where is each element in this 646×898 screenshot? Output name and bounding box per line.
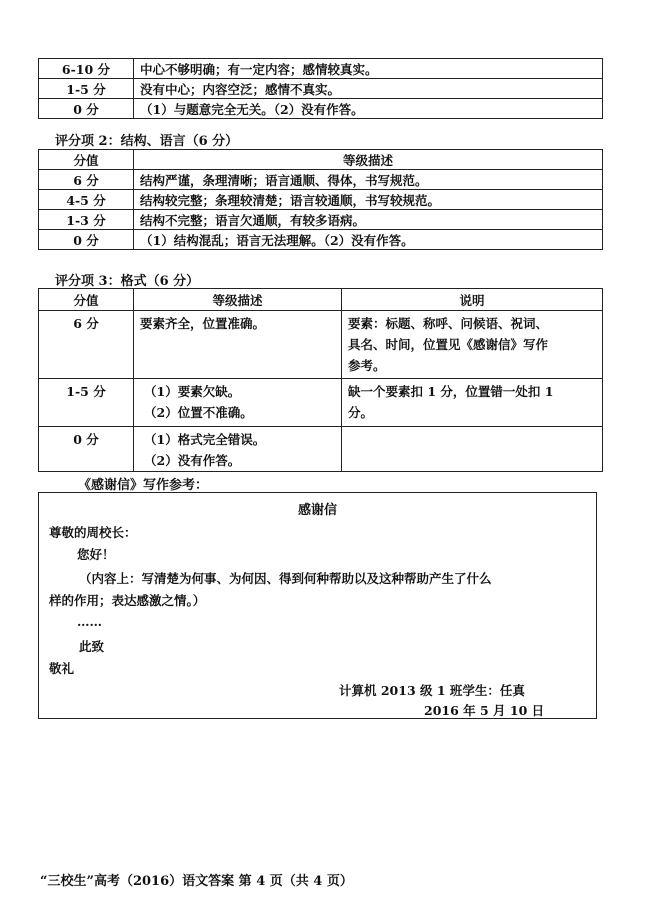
desc-line: （2）位置不准确。 (144, 405, 253, 420)
letter-greeting: 您好！ (77, 547, 115, 562)
header-desc: 等级描述 (134, 289, 342, 311)
letter-body-line2: 样的作用；表达感激之情。） (49, 593, 206, 608)
table-row (39, 427, 603, 472)
note-cell (342, 379, 603, 427)
item3-label: 评分项 3：格式（6 分） (55, 274, 200, 289)
note-line: 参考。 (348, 358, 386, 373)
letter-body-line1: （内容上：写清楚为何事、为何因、得到何种帮助以及这种帮助产生了什么 (79, 571, 492, 586)
desc-cell (134, 379, 342, 427)
table-row (39, 311, 603, 379)
table-row (39, 230, 603, 250)
header-score: 分值 (39, 289, 134, 311)
desc-cell (134, 311, 342, 379)
score-cell: 1-3 分 (39, 210, 134, 230)
score-cell: 6-10 分 (39, 59, 134, 79)
desc-cell: （1）与题意完全无关。（2）没有作答。 (134, 99, 603, 119)
desc-cell: 结构严谨，条理清晰；语言通顺、得体，书写规范。 (134, 170, 603, 190)
header-score: 分值 (39, 150, 134, 170)
table-item3 (38, 288, 603, 472)
item2-label: 评分项 2：结构、语言（6 分） (55, 134, 239, 149)
desc-cell: 结构不完整；语言欠通顺，有较多语病。 (134, 210, 603, 230)
score-cell: 1-5 分 (39, 379, 134, 427)
table-row (39, 379, 603, 427)
desc-line: 要素齐全，位置准确。 (140, 316, 266, 331)
header-note: 说明 (342, 289, 603, 311)
table-item2 (38, 149, 603, 250)
score-cell: 6 分 (39, 170, 134, 190)
desc-cell: （1）结构混乱；语言无法理解。（2）没有作答。 (134, 230, 603, 250)
score-cell: 4-5 分 (39, 190, 134, 210)
table-header-row (39, 289, 603, 311)
note-line: 分。 (348, 405, 374, 420)
letter-title: 感谢信 (297, 503, 337, 518)
score-cell: 0 分 (39, 230, 134, 250)
letter-closing1: 此致 (79, 639, 105, 654)
table-item1-continuation (38, 58, 603, 119)
letter-salutation: 尊敬的周校长： (49, 525, 137, 540)
score-cell: 0 分 (39, 427, 134, 472)
table-header-row (39, 150, 603, 170)
table-row (39, 59, 603, 79)
score-cell: 0 分 (39, 99, 134, 119)
desc-cell: 没有中心；内容空泛；感情不真实。 (134, 79, 603, 99)
note-line: 具名、时间，位置见《感谢信》写作 (348, 337, 549, 352)
note-line: 要素：标题、称呼、问候语、祝词、 (348, 316, 549, 331)
desc-cell (134, 427, 342, 472)
score-cell: 1-5 分 (39, 79, 134, 99)
score-cell: 6 分 (39, 311, 134, 379)
note-cell-empty (342, 427, 603, 472)
note-line: 缺一个要素扣 1 分，位置错一处扣 1 (348, 384, 554, 399)
table-row (39, 79, 603, 99)
letter-closing2: 敬礼 (49, 661, 75, 676)
reference-label: 《感谢信》写作参考： (78, 478, 209, 493)
header-desc: 等级描述 (134, 150, 603, 170)
table-row (39, 99, 603, 119)
desc-line: （2）没有作答。 (144, 453, 241, 468)
table-row (39, 170, 603, 190)
desc-cell: 结构较完整；条理较清楚；语言较通顺，书写较规范。 (134, 190, 603, 210)
note-cell (342, 311, 603, 379)
desc-cell: 中心不够明确；有一定内容；感情较真实。 (134, 59, 603, 79)
letter-ellipsis: …… (77, 614, 102, 629)
table-row (39, 210, 603, 230)
letter-date: 2016 年 5 月 10 日 (424, 703, 545, 718)
desc-line: （1）格式完全错误。 (144, 432, 266, 447)
desc-line: （1）要素欠缺。 (144, 384, 241, 399)
letter-box (38, 492, 597, 719)
letter-signature: 计算机 2013 级 1 班学生：任真 (339, 683, 525, 698)
page-footer: “三校生”高考（2016）语文答案 第 4 页（共 4 页） (40, 874, 353, 889)
table-row (39, 190, 603, 210)
